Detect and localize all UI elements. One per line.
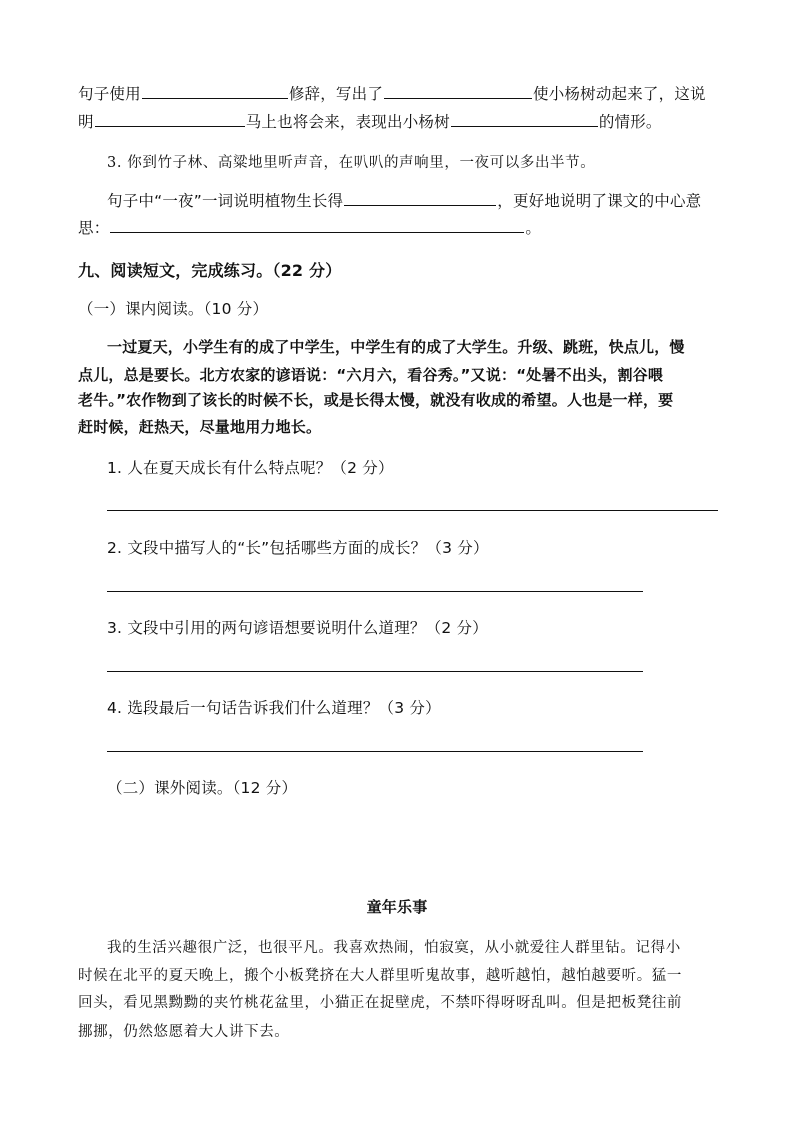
fill-line-5 — [78, 216, 541, 238]
blank-what-written[interactable] — [384, 84, 532, 99]
fill-line-2 — [78, 110, 662, 132]
fill-line-4 — [107, 189, 701, 211]
passage-line: 点儿，总是要长。北方农家的谚语说：“六月六，看谷秀。”又说：“处暑不出头，割谷喂 — [78, 366, 664, 384]
passage-line: 一过夏天，小学生有的成了中学生，中学生有的成了大学生。升级、跳班，快点儿，慢 — [107, 338, 685, 356]
question-2: 2. 文段中描写人的“长”包括哪些方面的成长？（3 分） — [107, 539, 489, 557]
question-4: 4. 选段最后一句话告诉我们什么道理？（3 分） — [107, 699, 441, 717]
fill-line-1 — [78, 82, 706, 104]
answer-line-4[interactable] — [107, 751, 643, 752]
text-segment: 。 — [525, 219, 542, 237]
subsection-heading-in-class: （一）课内阅读。（10 分） — [78, 300, 269, 318]
text-segment: 使小杨树动起来了，这说 — [533, 85, 706, 103]
text-segment: 明 — [78, 113, 94, 131]
blank-state[interactable] — [451, 112, 598, 127]
text-segment: 句子中“一夜”一词说明植物生长得 — [107, 192, 344, 210]
text-segment: 马上也将会来，表现出小杨树 — [245, 113, 450, 131]
blank-rhetoric[interactable] — [142, 84, 288, 99]
story-line: 回头，看见黑黝黝的夹竹桃花盆里，小猫正在捉壁虎，不禁吓得呀呀乱叫。但是把板凳往前 — [78, 995, 682, 1011]
passage-line: 赶时候，赶热天，尽量地用力地长。 — [78, 418, 322, 436]
text-segment: 的情形。 — [598, 113, 662, 131]
question-3-sentence: 3. 你到竹子林、高粱地里听声音，在叭叭的声响里，一夜可以多出半节。 — [107, 155, 596, 171]
text-segment: ，更好地说明了课文的中心意 — [497, 192, 702, 210]
story-line: 我的生活兴趣很广泛，也很平凡。我喜欢热闹，怕寂寞，从小就爱往人群里钻。记得小 — [107, 940, 681, 956]
blank-growth-speed[interactable] — [344, 191, 496, 206]
blank-season[interactable] — [95, 112, 245, 127]
text-segment: 句子使用 — [78, 85, 141, 103]
subsection-heading-extracurricular: （二）课外阅读。（12 分） — [107, 779, 298, 797]
story-line: 挪挪，仍然悠愿着大人讲下去。 — [78, 1024, 290, 1040]
answer-line-3[interactable] — [107, 671, 643, 672]
blank-central-meaning[interactable] — [110, 218, 524, 233]
section-heading: 九、阅读短文，完成练习。（22 分） — [78, 261, 342, 280]
question-3: 3. 文段中引用的两句谚语想要说明什么道理？（2 分） — [107, 619, 488, 637]
story-title: 童年乐事 — [366, 898, 428, 916]
answer-line-2[interactable] — [107, 591, 643, 592]
answer-line-1[interactable] — [107, 510, 718, 511]
passage-line: 老牛。”农作物到了该长的时候不长，或是长得太慢，就没有收成的希望。人也是一样，要 — [78, 391, 674, 409]
question-1: 1. 人在夏天成长有什么特点呢？（2 分） — [107, 459, 394, 477]
text-segment: 思： — [78, 219, 110, 237]
text-segment: 修辞，写出了 — [288, 85, 384, 103]
story-line: 时候在北平的夏天晚上，搬个小板凳挤在大人群里听鬼故事，越听越怕，越怕越要听。猛一 — [78, 968, 682, 984]
